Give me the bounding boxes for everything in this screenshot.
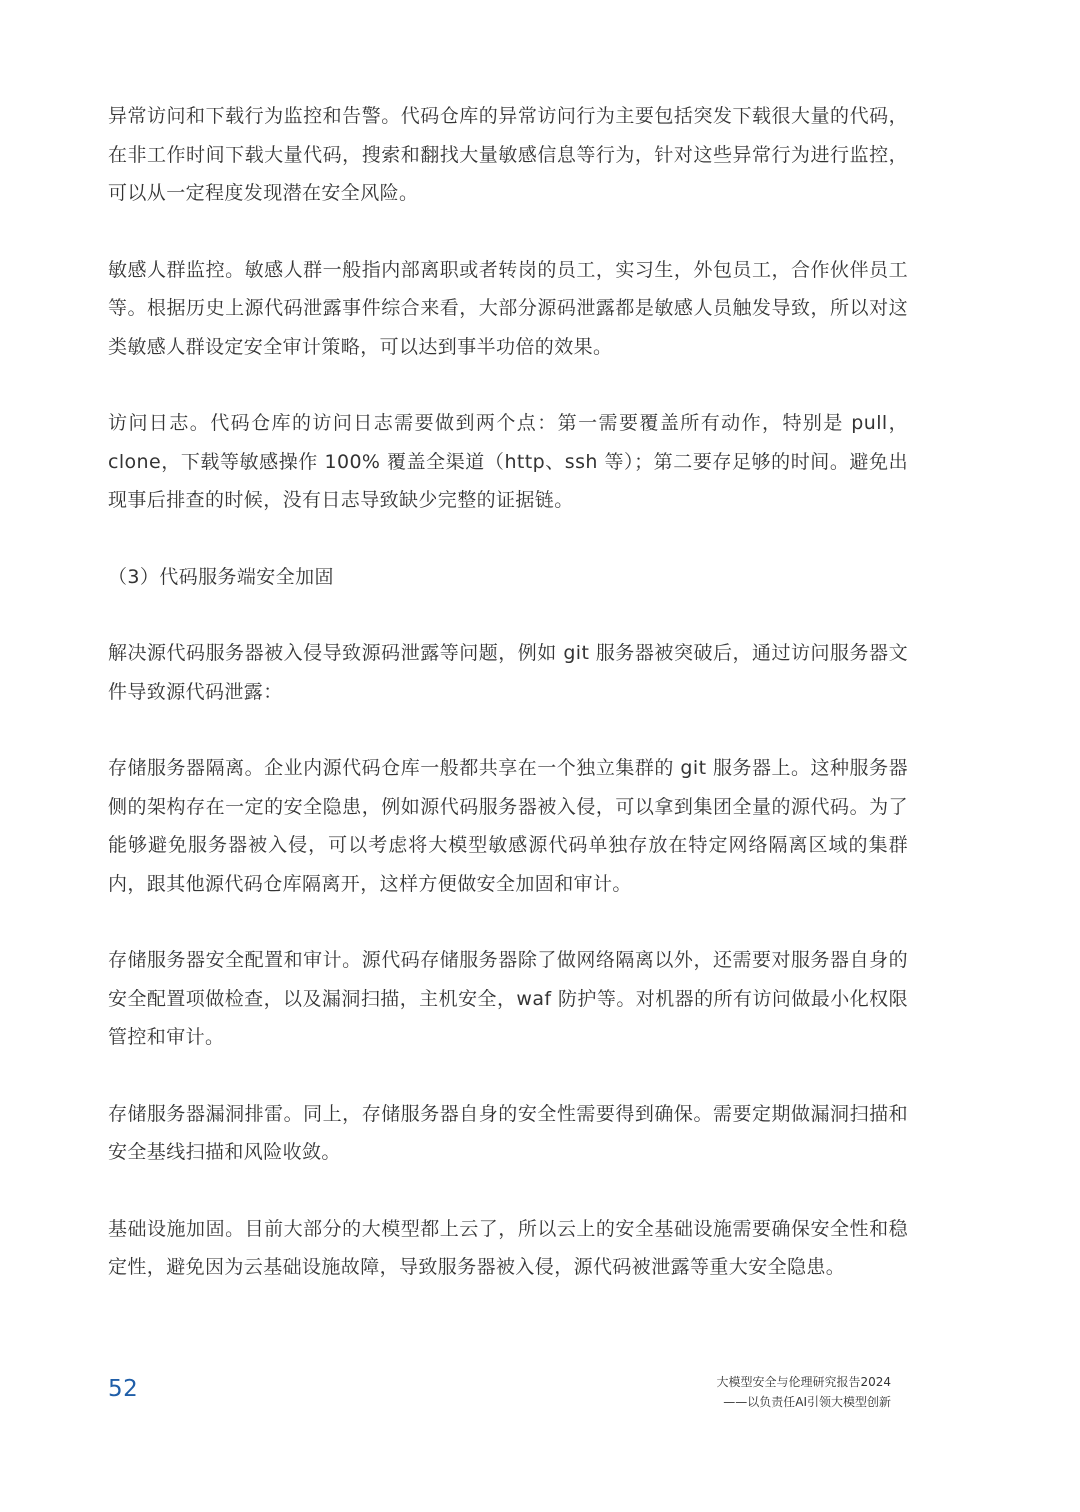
- page-number: 52: [108, 1376, 139, 1402]
- paragraph-infrastructure-hardening: 基础设施加固。目前大部分的大模型都上云了，所以云上的安全基础设施需要确保安全性和稳定性，避免因为云基础设施故障，导致服务器被入侵，源代码被泄露等重大安全隐患。: [108, 1217, 908, 1278]
- paragraph-server-config-audit: 存储服务器安全配置和审计。源代码存储服务器除了做网络隔离以外，还需要对服务器自身的安全配置项做检查，以及漏洞扫描，主机安全，waf 防护等。对机器的所有访问做最小化权限管控和审计。: [108, 949, 908, 1048]
- paragraph-access-logs: 访问日志。代码仓库的访问日志需要做到两个点：第一需要覆盖所有动作，特别是 pull，clone，下载等敏感操作 100% 覆盖全渠道（http、ssh 等）；第二要存足够的时间。避免出现事后排查的时候，没有日志导致缺少完整的证据链。: [108, 412, 908, 511]
- paragraph-abnormal-access-monitoring: 异常访问和下载行为监控和告警。代码仓库的异常访问行为主要包括突发下载很大量的代码，在非工作时间下载大量代码，搜索和翻找大量敏感信息等行为，针对这些异常行为进行监控，可以从一定程度发现潜在安全风险。: [108, 105, 908, 204]
- section-heading: （3）代码服务端安全加固: [108, 565, 334, 588]
- report-subtitle: ——以负责任AI引领大模型创新: [723, 1395, 891, 1409]
- paragraph-intro: 解决源代码服务器被入侵导致源码泄露等问题，例如 git 服务器被突破后，通过访问服务器文件导致源代码泄露：: [108, 642, 908, 703]
- paragraph-server-isolation: 存储服务器隔离。企业内源代码仓库一般都共享在一个独立集群的 git 服务器上。这种服务器侧的架构存在一定的安全隐患，例如源代码服务器被入侵，可以拿到集团全量的源代码。为了能够避免服务器被入侵，可以考虑将大模型敏感源代码单独存放在特定网络隔离区域的集群内，跟其他源代码仓库隔离开，这样方便做安全加固和审计。: [108, 757, 908, 895]
- report-title: 大模型安全与伦理研究报告2024: [716, 1375, 891, 1389]
- main-content: [108, 97, 908, 1325]
- paragraph-sensitive-group-monitoring: 敏感人群监控。敏感人群一般指内部离职或者转岗的员工，实习生，外包员工，合作伙伴员工等。根据历史上源代码泄露事件综合来看，大部分源码泄露都是敏感人员触发导致，所以对这类敏感人群设定安全审计策略，可以达到事半功倍的效果。: [108, 258, 908, 358]
- paragraph-vulnerability-clearance: 存储服务器漏洞排雷。同上，存储服务器自身的安全性需要得到确保。需要定期做漏洞扫描和安全基线扫描和风险收敛。: [108, 1102, 908, 1163]
